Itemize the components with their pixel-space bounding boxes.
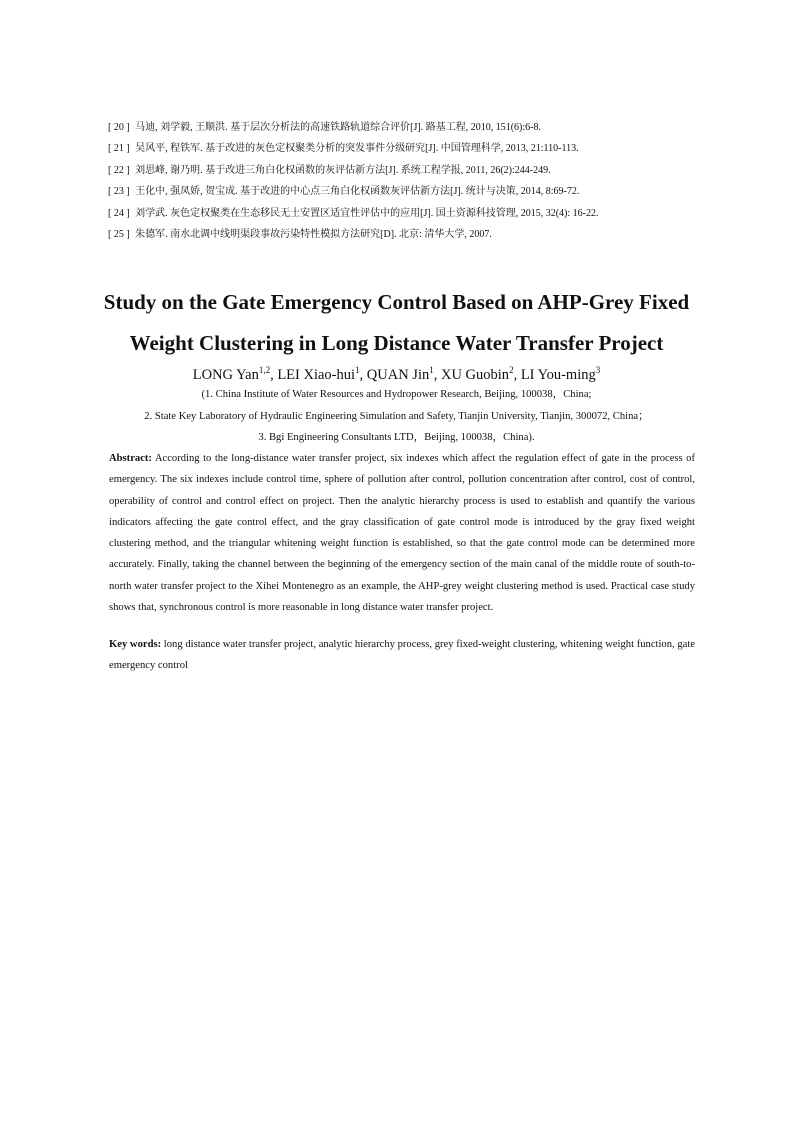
author-affiliation-mark: 3 — [595, 365, 601, 376]
author-separator: , — [513, 367, 521, 383]
keywords-text: long distance water transfer project, analytic hierarchy process, grey fixed-weight clustering, whitening weight function, gate emergency control — [109, 639, 695, 672]
author-name: LI You-ming — [520, 367, 596, 383]
abstract — [109, 448, 695, 618]
author-list — [60, 365, 733, 385]
reference-item — [108, 224, 708, 245]
affiliation-2: 2. State Key Laboratory of Hydraulic Engineering Simulation and Safety, Tianjin University, Tianjin, 300072, China； — [144, 411, 649, 422]
keywords — [109, 634, 695, 677]
reference-item — [108, 160, 708, 181]
reference-item — [108, 138, 708, 159]
author-separator: , — [433, 367, 441, 383]
author-affiliation-mark: 1,2 — [258, 365, 271, 376]
reference-item — [108, 203, 708, 224]
reference-list — [108, 117, 708, 245]
reference-number: [ 24 ] — [108, 207, 130, 219]
reference-text: 刘学武. 灰色定权聚类在生态移民无土安置区适宜性评估中的应用[J]. 国土资源科技管理, 2015, 32(4): 16-22. — [135, 207, 599, 219]
author-affiliation-mark: 1 — [429, 365, 434, 376]
reference-item — [108, 181, 708, 202]
author-name: QUAN Jin — [366, 367, 430, 383]
reference-item — [108, 117, 708, 138]
paper-title-line-2: Weight Clustering in Long Distance Water Transfer Project — [129, 331, 664, 355]
reference-text: 刘思峰, 谢乃明. 基于改进三角白化权函数的灰评估新方法[J]. 系统工程学报, 2011, 26(2):244-249. — [135, 164, 551, 176]
abstract-label: Abstract: — [109, 453, 152, 464]
reference-text: 马迪, 刘学毅, 王顺洪. 基于层次分析法的高速铁路轨道综合评价[J]. 路基工程, 2010, 151(6):6-8. — [135, 122, 541, 133]
reference-text: 朱德军. 南水北调中线明渠段事故污染特性模拟方法研究[D]. 北京: 清华大学, 2007. — [135, 229, 492, 241]
author-name: LEI Xiao-hui — [277, 367, 356, 383]
author-separator: , — [270, 367, 278, 383]
reference-number: [ 22 ] — [108, 164, 130, 176]
reference-number: [ 21 ] — [108, 143, 130, 155]
affiliation-3: 3. Bgi Engineering Consultants LTD，Beijing, 100038，China). — [258, 432, 535, 443]
reference-number: [ 23 ] — [108, 186, 130, 198]
reference-number: [ 25 ] — [108, 229, 130, 241]
abstract-text: According to the long-distance water transfer project, six indexes which affect the regulation effect of gate in the process of emergency. The six indexes include control time, sphere of pollution after control, pollution concentration after control, cost of control, operability of control and control effect on project. Then the analytic hierarchy process is used to establish and quantify the various indicators affecting the gate control effect, and the gray classification of gate control mode is introduced by the gray fixed weight clustering method, and the triangular whitening weight function is established, so that the gate control mode can be determined more accurately. Finally, taking the channel between the beginning of the emergency section of the main canal of the middle route of south-to-north water transfer project to the Xihei Montenegro as an example, the AHP-grey weight clustering method is used. Practical case study shows that, synchronous control is more reasonable in long distance water transfer project. — [109, 453, 695, 614]
paper-title-line-1: Study on the Gate Emergency Control Based on AHP-Grey Fixed — [103, 290, 690, 314]
author-separator: , — [359, 367, 367, 383]
author-name: LONG Yan — [192, 367, 259, 383]
affiliation-1: (1. China Institute of Water Resources and Hydropower Research, Beijing, 100038，China; — [201, 389, 592, 400]
author-affiliation-mark: 1 — [355, 365, 360, 376]
keywords-label: Key words: — [109, 639, 162, 650]
author-affiliation-mark: 2 — [509, 365, 514, 376]
reference-text: 吴风平, 程铁军. 基于改进的灰色定权聚类分析的突发事件分级研究[J]. 中国管理科学, 2013, 21:110-113. — [135, 143, 579, 155]
reference-text: 王化中, 强凤娇, 贺宝成. 基于改进的中心点三角白化权函数灰评估新方法[J]. 统计与决策, 2014, 8:69-72. — [135, 186, 580, 198]
author-name: XU Guobin — [440, 367, 510, 383]
reference-number: [ 20 ] — [108, 122, 130, 133]
